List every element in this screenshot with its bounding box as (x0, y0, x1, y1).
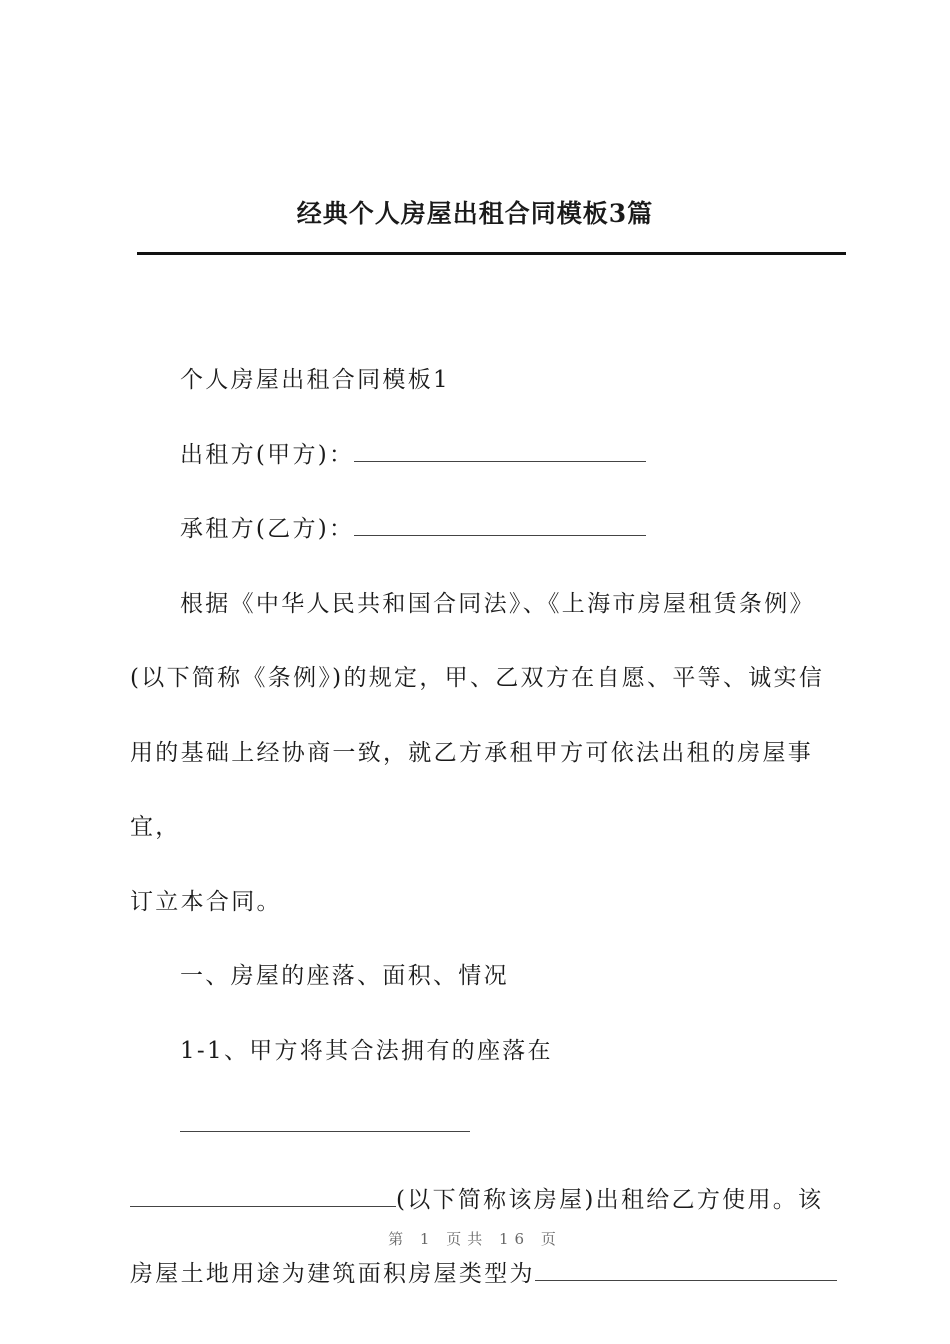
clause-1-1-text-2: (以下简称该房屋)出租给乙方使用。该 (396, 1186, 824, 1213)
footer-prefix: 第 (388, 1230, 410, 1248)
footer-total-pages: 16 (499, 1230, 531, 1248)
title-divider (137, 252, 846, 255)
section-1-heading: 一、房屋的座落、面积、情况 (180, 963, 509, 989)
contract-heading: 个人房屋出租合同模板1 (180, 367, 450, 393)
lessor-label: 出租方(甲方)： (180, 441, 355, 468)
location-blank (180, 1109, 470, 1132)
preamble-line-1: 根据《中华人民共和国合同法》、《上海市房屋租赁条例》 (180, 590, 815, 617)
footer-mid: 页共 (446, 1230, 489, 1248)
lessee-blank (354, 513, 646, 536)
lessee-label: 承租方(乙方)： (180, 516, 355, 542)
preamble-line-3: 用的基础上经协商一致，就乙方承租甲方可依法出租的房屋事宜， (130, 739, 814, 840)
lessor-blank (354, 439, 646, 462)
clause-1-1-text-3: 房屋土地用途为建筑面积房屋类型为 (130, 1261, 535, 1287)
page-footer (0, 1228, 950, 1250)
location-blank-continued (130, 1184, 396, 1207)
lessor-line (130, 418, 842, 493)
lessee-line (130, 492, 842, 567)
preamble-line-4: 订立本合同。 (130, 888, 282, 915)
house-type-blank (535, 1258, 837, 1281)
preamble-line-2: (以下简称《条例》)的规定，甲、乙双方在自愿、平等、诚实信 (130, 665, 825, 691)
footer-page-number: 1 (419, 1230, 436, 1248)
clause-1-1-line-2 (130, 1163, 842, 1238)
document-title: 经典个人房屋出租合同模板3篇 (296, 199, 654, 228)
footer-suffix: 页 (540, 1230, 562, 1248)
document-body (130, 343, 842, 1312)
clause-1-1-text: 1-1、甲方将其合法拥有的座落在 (180, 1037, 553, 1064)
clause-1-1-line-1 (130, 1014, 842, 1163)
